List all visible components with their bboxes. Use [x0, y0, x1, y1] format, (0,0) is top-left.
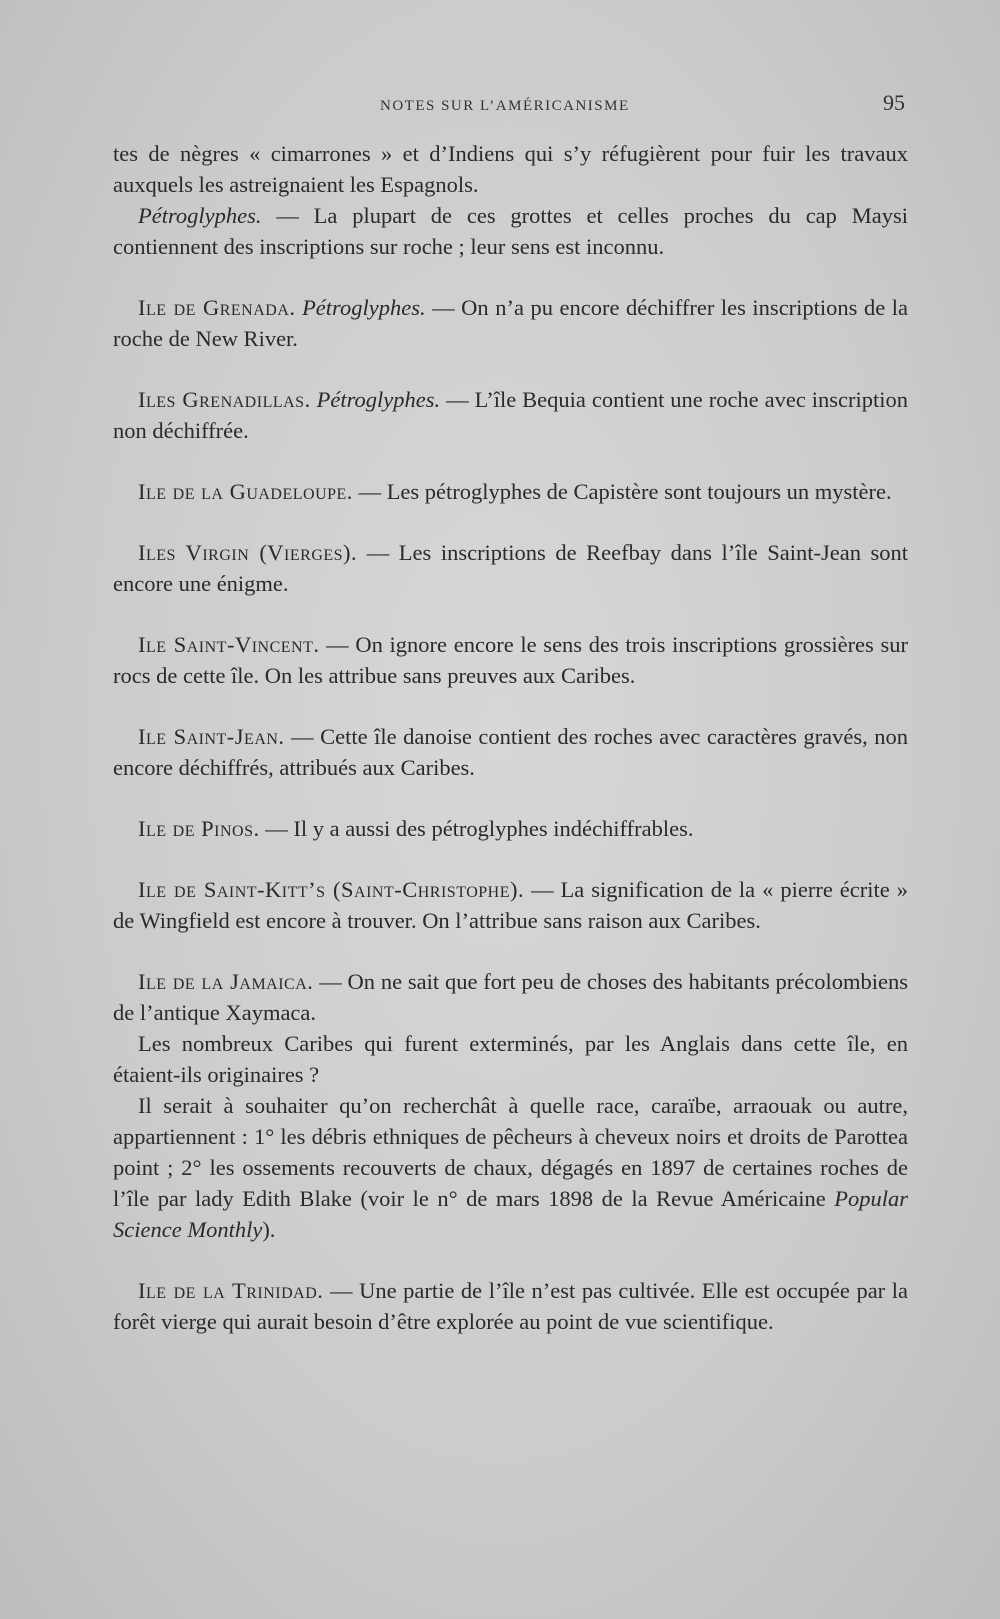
paragraph-text: — On n’a pu encore déchiffrer les inscriptions de la roche de New River.	[113, 295, 909, 351]
section-paragraph	[113, 629, 908, 691]
section-paragraph	[113, 384, 908, 446]
section-heading: Ile de la Trinidad.	[138, 1278, 324, 1303]
paragraph-text: — On ignore encore le sens des trois inscriptions grossières sur rocs de cette île. On les attribue sans preuves aux Caribes.	[113, 632, 908, 688]
section-paragraph	[113, 721, 908, 783]
section-paragraph	[113, 476, 908, 507]
paragraph-text: — La plupart de ces grottes et celles proches du cap Maysi contiennent des inscriptions sur roche ; leur sens est inconnu.	[113, 203, 908, 259]
section-heading: Iles Virgin (Vierges).	[138, 540, 358, 565]
section-paragraph	[113, 813, 908, 844]
paragraph-text: — Les pétroglyphes de Capistère sont toujours un mystère.	[352, 479, 892, 504]
journal-title: Popular Science Monthly	[113, 1186, 908, 1242]
running-title: NOTES SUR L’AMÉRICANISME	[380, 98, 630, 114]
paragraph-subject: Pétroglyphes.	[295, 295, 426, 320]
section-heading: Ile de Pinos.	[138, 816, 260, 841]
paragraph	[113, 200, 908, 262]
section-heading: Ile de Grenada.	[138, 295, 296, 320]
paragraph-text: — On ne sait que fort peu de choses des habitants précolombiens de l’antique Xaymaca.	[113, 969, 908, 1025]
section-paragraph	[113, 537, 908, 599]
paragraph-text: Les nombreux Caribes qui furent exterminés, par les Anglais dans cette île, en étaient-ils originaires ?	[113, 1031, 908, 1087]
section-heading: Ile de Saint-Kitt’s (Saint-Christophe).	[138, 877, 525, 902]
paragraph-tail: ).	[262, 1217, 276, 1242]
section-heading: Ile de la Guadeloupe.	[138, 479, 353, 504]
paragraph-subject: Pétroglyphes.	[310, 387, 441, 412]
paragraph-text: — Les inscriptions de Reefbay dans l’île Saint-Jean sont encore une énigme.	[113, 540, 909, 596]
paragraph-text: — Il y a aussi des pétroglyphes indéchiffrables.	[259, 816, 694, 841]
paragraph-text: tes de nègres « cimarrones » et d’Indiens qui s’y réfugièrent pour fuir les travaux auxquels les astreignaient les Espagnols.	[113, 141, 908, 197]
paragraph-text: — L’île Bequia contient une roche avec inscription non déchiffrée.	[113, 387, 909, 443]
section-heading: Ile Saint-Vincent.	[138, 632, 320, 657]
section-paragraph	[113, 966, 908, 1028]
paragraph-subject: Pétroglyphes.	[138, 203, 262, 228]
paragraph-text: Il serait à souhaiter qu’on recherchât à quelle race, caraïbe, arraouak ou autre, appartiennent : 1° les débris ethniques de pêcheurs à cheveux noirs et droits de Parottea point ; 2° les ossements recouverts de chaux, dégagés en 1897 de certaines roches de l’île par lady Edith Blake (voir le n° de mars 1898 de la Revue Américaine	[113, 1093, 908, 1211]
page-number: 95	[883, 90, 905, 115]
section-heading: Iles Grenadillas.	[138, 387, 311, 412]
section-paragraph	[113, 292, 908, 354]
paragraph	[113, 1028, 908, 1090]
paragraph	[113, 138, 908, 200]
section-heading: Ile de la Jamaica.	[138, 969, 314, 994]
paragraph-text: — Cette île danoise contient des roches avec caractères gravés, non encore déchiffrés, attribués aux Caribes.	[113, 724, 908, 780]
section-heading: Ile Saint-Jean.	[138, 724, 285, 749]
paragraph-text: — La signification de la « pierre écrite » de Wingfield est encore à trouver. On l’attribue sans raison aux Caribes.	[113, 877, 908, 933]
paragraph	[113, 1090, 908, 1245]
body-text	[113, 138, 908, 1337]
section-paragraph	[113, 874, 908, 936]
section-paragraph	[113, 1275, 908, 1337]
paragraph-text: — Une partie de l’île n’est pas cultivée. Elle est occupée par la forêt vierge qui aurait besoin d’être explorée au point de vue scientifique.	[113, 1278, 908, 1334]
